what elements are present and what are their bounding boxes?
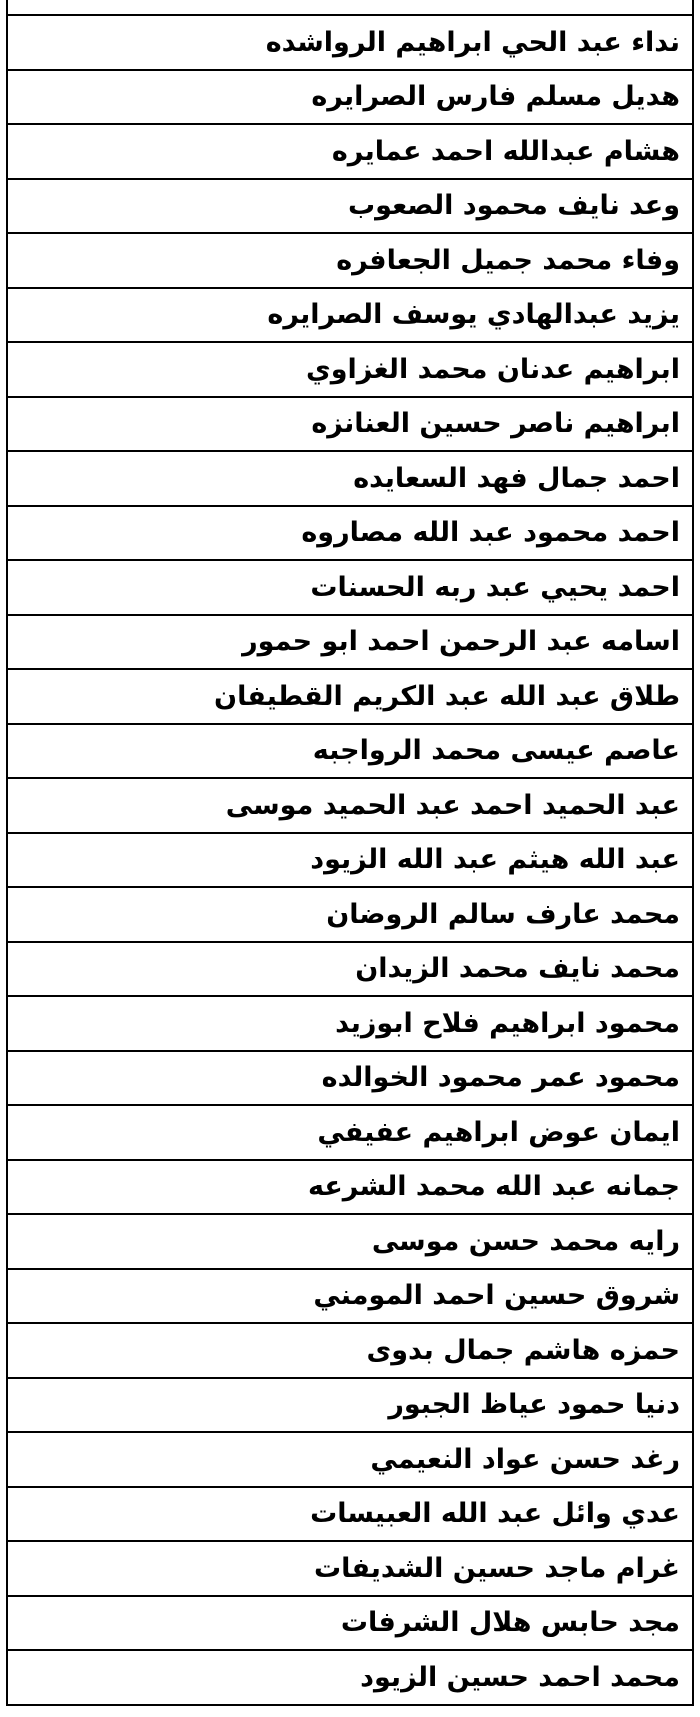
table-row bbox=[7, 833, 693, 888]
name-cell: محمود عمر محمود الخوالده bbox=[7, 1051, 693, 1106]
table-row bbox=[7, 724, 693, 779]
table-row bbox=[7, 560, 693, 615]
table-row bbox=[7, 451, 693, 506]
name-cell: جمانه عبد الله محمد الشرعه bbox=[7, 1160, 693, 1215]
table-top-edge bbox=[6, 0, 694, 14]
name-cell: حمزه هاشم جمال بدوى bbox=[7, 1323, 693, 1378]
table-row bbox=[7, 1269, 693, 1324]
table-row bbox=[7, 1105, 693, 1160]
table-row bbox=[7, 70, 693, 125]
table-row bbox=[7, 996, 693, 1051]
name-cell: عاصم عيسى محمد الرواجبه bbox=[7, 724, 693, 779]
table-row bbox=[7, 233, 693, 288]
name-cell: عبد الحميد احمد عبد الحميد موسى bbox=[7, 778, 693, 833]
table-row bbox=[7, 669, 693, 724]
name-cell: طلاق عبد الله عبد الكريم القطيفان bbox=[7, 669, 693, 724]
table-row bbox=[7, 1323, 693, 1378]
name-cell: وفاء محمد جميل الجعافره bbox=[7, 233, 693, 288]
table-row bbox=[7, 1160, 693, 1215]
table-row bbox=[7, 397, 693, 452]
table-row bbox=[7, 1051, 693, 1106]
name-cell: رايه محمد حسن موسى bbox=[7, 1214, 693, 1269]
table-row bbox=[7, 288, 693, 343]
name-cell: عبد الله هيثم عبد الله الزيود bbox=[7, 833, 693, 888]
name-cell: غرام ماجد حسين الشديفات bbox=[7, 1541, 693, 1596]
table-row bbox=[7, 887, 693, 942]
name-cell: هديل مسلم فارس الصرايره bbox=[7, 70, 693, 125]
name-cell: اسامه عبد الرحمن احمد ابو حمور bbox=[7, 615, 693, 670]
name-cell: هشام عبدالله احمد عمايره bbox=[7, 124, 693, 179]
table-row bbox=[7, 179, 693, 234]
table-row bbox=[7, 778, 693, 833]
name-cell: يزيد عبدالهادي يوسف الصرايره bbox=[7, 288, 693, 343]
table-row bbox=[7, 1596, 693, 1651]
name-cell: مجد حابس هلال الشرفات bbox=[7, 1596, 693, 1651]
table-row bbox=[7, 1214, 693, 1269]
name-cell: وعد نايف محمود الصعوب bbox=[7, 179, 693, 234]
name-cell: احمد محمود عبد الله مصاروه bbox=[7, 506, 693, 561]
name-cell: دنيا حمود عياظ الجبور bbox=[7, 1378, 693, 1433]
name-cell: رغد حسن عواد النعيمي bbox=[7, 1432, 693, 1487]
name-cell: محمود ابراهيم فلاح ابوزيد bbox=[7, 996, 693, 1051]
name-cell: احمد يحيي عبد ربه الحسنات bbox=[7, 560, 693, 615]
table-row bbox=[7, 1487, 693, 1542]
table-row bbox=[7, 506, 693, 561]
table-row bbox=[7, 1432, 693, 1487]
name-cell: محمد احمد حسين الزيود bbox=[7, 1650, 693, 1705]
table-row bbox=[7, 15, 693, 70]
name-cell: شروق حسين احمد المومني bbox=[7, 1269, 693, 1324]
name-cell: ابراهيم عدنان محمد الغزاوي bbox=[7, 342, 693, 397]
name-cell: محمد نايف محمد الزيدان bbox=[7, 942, 693, 997]
table-row bbox=[7, 1650, 693, 1705]
table-row bbox=[7, 1541, 693, 1596]
names-table-body bbox=[7, 15, 693, 1705]
name-cell: محمد عارف سالم الروضان bbox=[7, 887, 693, 942]
name-cell: نداء عبد الحي ابراهيم الرواشده bbox=[7, 15, 693, 70]
names-table bbox=[6, 14, 694, 1706]
table-row bbox=[7, 124, 693, 179]
name-cell: ابراهيم ناصر حسين العنانزه bbox=[7, 397, 693, 452]
table-row bbox=[7, 342, 693, 397]
name-cell: احمد جمال فهد السعايده bbox=[7, 451, 693, 506]
table-row bbox=[7, 942, 693, 997]
table-row bbox=[7, 1378, 693, 1433]
table-row bbox=[7, 615, 693, 670]
name-cell: عدي وائل عبد الله العبيسات bbox=[7, 1487, 693, 1542]
name-cell: ايمان عوض ابراهيم عفيفي bbox=[7, 1105, 693, 1160]
